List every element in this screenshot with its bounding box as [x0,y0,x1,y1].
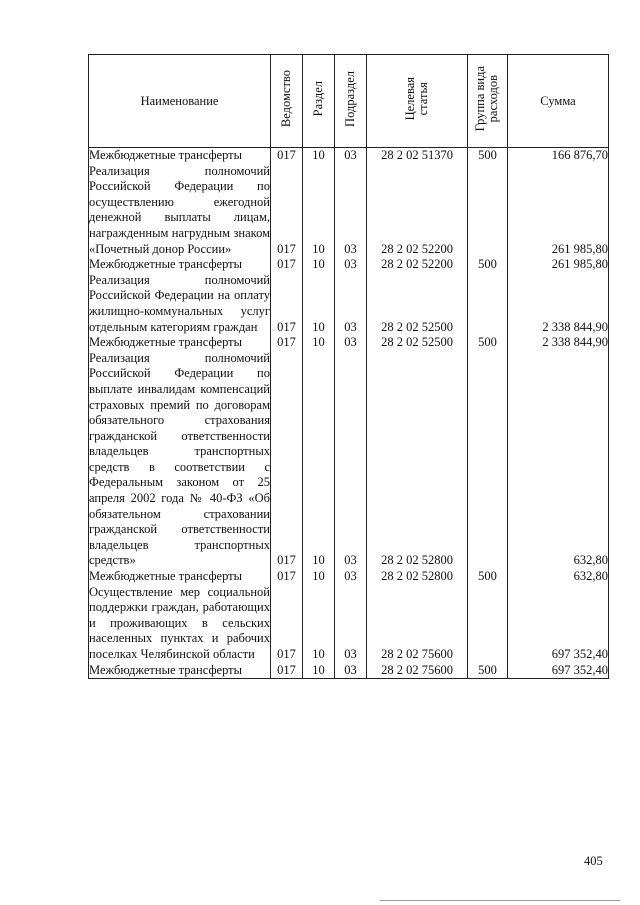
table-row [89,663,609,679]
cell-celevaya: 28 2 02 52800 [367,351,468,569]
row-name-text: Реализация полномочий Российской Федерации на оплату жилищно-коммунальных услуг отдельным категориям граждан [89,272,270,334]
cell-ved: 017 [271,257,303,273]
cell-summa: 632,80 [508,351,609,569]
cell-name [89,351,271,569]
cell-name [89,164,271,258]
cell-razdel: 10 [303,148,335,164]
cell-ved: 017 [271,335,303,351]
header-celevaya: Целевая статья [367,55,468,148]
cell-podrazdel: 03 [335,585,367,663]
cell-ved: 017 [271,663,303,679]
footer-divider [380,900,620,901]
cell-celevaya: 28 2 02 52500 [367,335,468,351]
cell-gruppa [468,585,508,663]
cell-gruppa: 500 [468,335,508,351]
cell-gruppa: 500 [468,257,508,273]
cell-summa: 2 338 844,90 [508,335,609,351]
row-name-text: Реализация полномочий Российской Федерации по осуществлению ежегодной денежной выплаты лицам, награжденным нагрудным знаком «Почетный донор России» [89,163,270,256]
cell-gruppa [468,273,508,335]
cell-ved: 017 [271,585,303,663]
cell-summa: 697 352,40 [508,585,609,663]
cell-razdel: 10 [303,257,335,273]
cell-gruppa: 500 [468,663,508,679]
cell-razdel: 10 [303,585,335,663]
table-row [89,273,609,335]
cell-celevaya: 28 2 02 52500 [367,273,468,335]
cell-razdel: 10 [303,335,335,351]
cell-name [89,273,271,335]
cell-ved: 017 [271,351,303,569]
row-name-text: Осуществление мер социальной поддержки граждан, работающих и проживающих в сельских населенных пунктах и рабочих поселках Челябинской области [89,584,270,661]
header-ved: Ведомство [271,55,303,148]
cell-razdel: 10 [303,351,335,569]
row-name-text: Межбюджетные трансферты [89,662,243,677]
cell-podrazdel: 03 [335,164,367,258]
cell-podrazdel: 03 [335,569,367,585]
table-row [89,164,609,258]
cell-name [89,335,271,351]
row-name-text: Межбюджетные трансферты [89,569,243,584]
cell-ved: 017 [271,148,303,164]
cell-podrazdel: 03 [335,257,367,273]
header-podrazdel: Подраздел [335,55,367,148]
cell-summa: 261 985,80 [508,164,609,258]
cell-name [89,569,271,585]
cell-podrazdel: 03 [335,351,367,569]
cell-razdel: 10 [303,663,335,679]
budget-table [88,54,609,679]
cell-razdel: 10 [303,569,335,585]
cell-ved: 017 [271,164,303,258]
table-body [89,148,609,679]
cell-name [89,663,271,679]
header-razdel: Раздел [303,55,335,148]
header-summa: Сумма [508,55,609,148]
cell-gruppa [468,164,508,258]
cell-summa: 2 338 844,90 [508,273,609,335]
cell-ved: 017 [271,569,303,585]
cell-ved: 017 [271,273,303,335]
table-row [89,585,609,663]
cell-summa: 261 985,80 [508,257,609,273]
cell-gruppa: 500 [468,569,508,585]
cell-razdel: 10 [303,164,335,258]
cell-summa: 166 876,70 [508,148,609,164]
table-row [89,257,609,273]
cell-name [89,585,271,663]
cell-podrazdel: 03 [335,148,367,164]
row-name-text: Реализация полномочий Российской Федерации по выплате инвалидам компенсаций страховых премий по договорам обязательного страхования гражданской ответственности владельцев транспортных средств в соответствии с Федеральным законом от 25 апреля 2002 года № 40-ФЗ «Об обязательном страховании гражданской ответственности владельцев транспортных средств» [89,350,270,568]
row-name-text: Межбюджетные трансферты [89,148,243,162]
cell-podrazdel: 03 [335,273,367,335]
cell-name [89,257,271,273]
cell-gruppa [468,351,508,569]
row-name-text: Межбюджетные трансферты [89,257,243,272]
cell-summa: 697 352,40 [508,663,609,679]
header-gruppa: Группа вида расходов [468,55,508,148]
table-row [89,351,609,569]
table-row [89,569,609,585]
table-row [89,148,609,164]
cell-celevaya: 28 2 02 75600 [367,663,468,679]
cell-podrazdel: 03 [335,335,367,351]
cell-summa: 632,80 [508,569,609,585]
cell-gruppa: 500 [468,148,508,164]
cell-celevaya: 28 2 02 51370 [367,148,468,164]
page-number: 405 [584,854,603,868]
cell-celevaya: 28 2 02 52200 [367,257,468,273]
cell-celevaya: 28 2 02 75600 [367,585,468,663]
row-name-text: Межбюджетные трансферты [89,335,243,350]
table-header-row [89,55,609,148]
cell-name [89,148,271,164]
cell-celevaya: 28 2 02 52200 [367,164,468,258]
table-row [89,335,609,351]
header-name: Наименование [89,55,271,148]
cell-podrazdel: 03 [335,663,367,679]
cell-razdel: 10 [303,273,335,335]
cell-celevaya: 28 2 02 52800 [367,569,468,585]
